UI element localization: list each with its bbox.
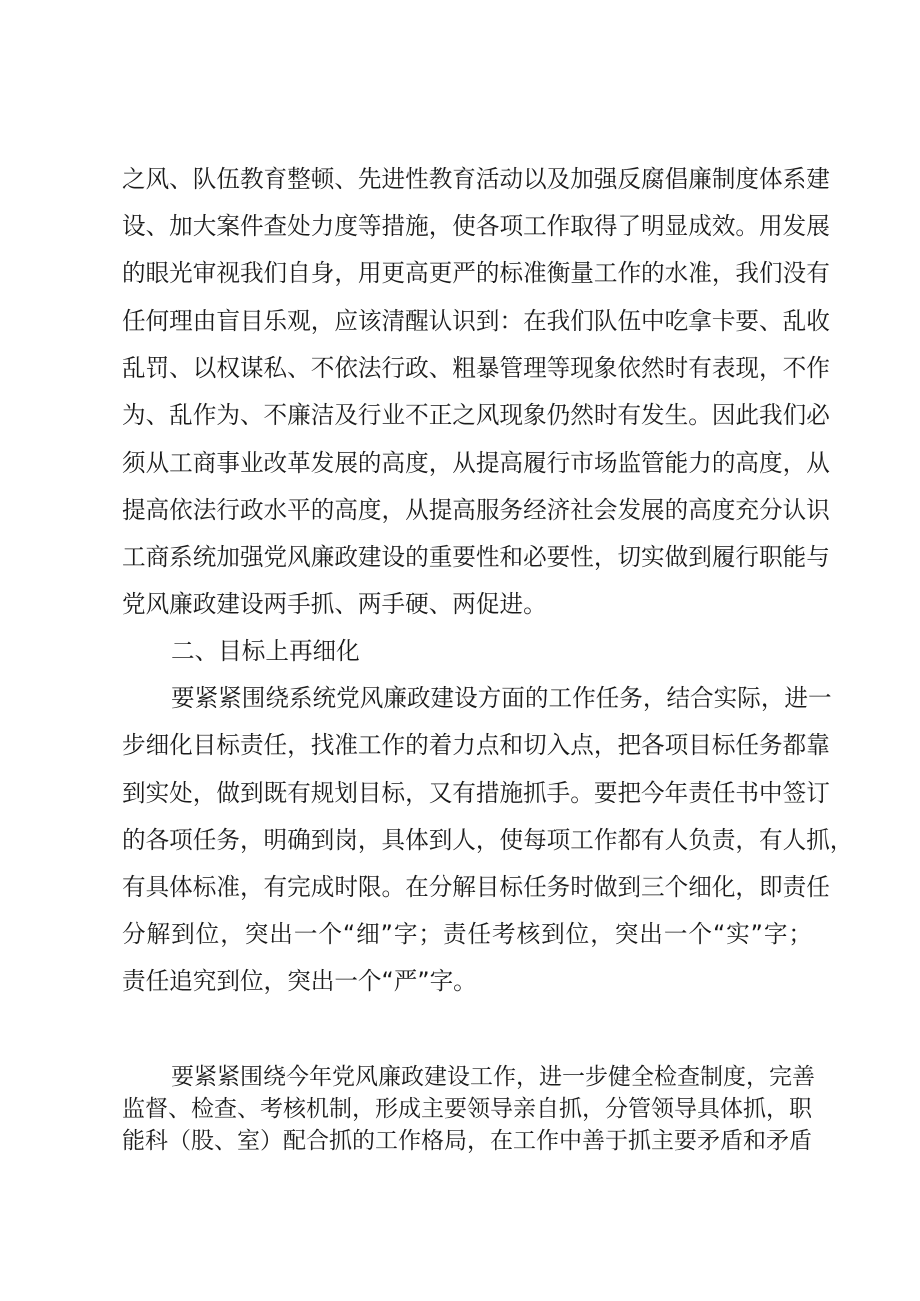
text-line: 提高依法行政水平的高度，从提高服务经济社会发展的高度充分认识	[122, 496, 830, 524]
text-line: 有具体标准，有完成时限。在分解目标任务时做到三个细化，即责任	[122, 873, 830, 901]
text-line: 步细化目标责任，找准工作的着力点和切入点，把各项目标任务都靠	[122, 731, 830, 759]
text-line: 能科（股、室）配合抓的工作格局，在工作中善于抓主要矛盾和矛盾	[122, 1128, 812, 1154]
text-line: 党风廉政建设两手抓、两手硬、两促进。	[122, 590, 547, 618]
text-line: 到实处，做到既有规划目标，又有措施抓手。要把今年责任书中签订	[122, 779, 830, 807]
text-line: 设、加大案件查处力度等措施，使各项工作取得了明显成效。用发展	[122, 212, 830, 240]
text-line: 之风、队伍教育整顿、先进性教育活动以及加强反腐倡廉制度体系建	[122, 165, 830, 193]
text-line: 工商系统加强党风廉政建设的重要性和必要性，切实做到履行职能与	[122, 543, 830, 571]
text-line: 任何理由盲目乐观，应该清醒认识到：在我们队伍中吃拿卡要、乱收	[122, 307, 830, 335]
text-line: 乱罚、以权谋私、不依法行政、粗暴管理等现象依然时有表现，不作	[122, 354, 830, 382]
text-line: 的各项任务，明确到岗，具体到人，使每项工作都有人负责，有人抓，	[122, 826, 854, 854]
text-line: 责任追究到位，突出一个“严”字。	[122, 967, 477, 995]
text-line: 监督、检查、考核机制，形成主要领导亲自抓，分管领导具体抓，职	[122, 1096, 812, 1122]
text-line: 的眼光审视我们自身，用更高更严的标准衡量工作的水准，我们没有	[122, 259, 830, 287]
text-line: 为、乱作为、不廉洁及行业不正之风现象仍然时有发生。因此我们必	[122, 401, 830, 429]
text-line: 分解到位，突出一个“细”字；责任考核到位，突出一个“实”字；	[122, 920, 812, 948]
section-heading: 二、目标上再细化	[171, 637, 360, 665]
text-line: 要紧紧围绕今年党风廉政建设工作，进一步健全检查制度，完善	[171, 1064, 815, 1090]
text-line: 要紧紧围绕系统党风廉政建设方面的工作任务，结合实际，进一	[171, 684, 832, 712]
text-line: 须从工商事业改革发展的高度，从提高履行市场监管能力的高度，从	[122, 449, 830, 477]
